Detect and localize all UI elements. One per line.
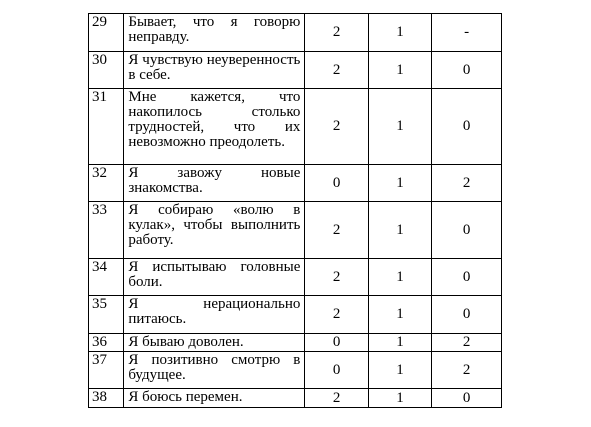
row-number: 36 (89, 334, 124, 352)
score-cell: 1 (368, 352, 431, 389)
score-cell: 2 (305, 14, 368, 52)
row-number: 37 (89, 352, 124, 389)
table-row (89, 89, 502, 165)
score-cell: 0 (432, 296, 502, 334)
row-number: 33 (89, 202, 124, 259)
table-row (89, 14, 502, 52)
row-number: 32 (89, 165, 124, 202)
row-number: 34 (89, 259, 124, 296)
survey-table-body (89, 14, 502, 408)
score-cell: 2 (305, 389, 368, 408)
score-cell: 2 (305, 89, 368, 165)
row-number: 30 (89, 52, 124, 89)
row-statement: Я бываю доволен. (124, 334, 305, 352)
survey-table (88, 13, 502, 408)
score-cell: 0 (305, 334, 368, 352)
score-cell: 1 (368, 165, 431, 202)
table-row (89, 389, 502, 408)
table-row (89, 334, 502, 352)
row-statement: Я завожу новые знакомства. (124, 165, 305, 202)
table-row (89, 52, 502, 89)
score-cell: 0 (432, 89, 502, 165)
score-cell: 2 (305, 52, 368, 89)
score-cell: 2 (305, 296, 368, 334)
score-cell: 1 (368, 296, 431, 334)
score-cell: 1 (368, 52, 431, 89)
row-statement: Я собираю «волю в кулак», чтобы выполнить работу. (124, 202, 305, 259)
score-cell: - (432, 14, 502, 52)
score-cell: 1 (368, 14, 431, 52)
table-row (89, 165, 502, 202)
table-row (89, 352, 502, 389)
score-cell: 0 (305, 165, 368, 202)
row-statement: Мне кажется, что накопилось столько трудностей, что их невозможно преодолеть. (124, 89, 305, 165)
score-cell: 0 (305, 352, 368, 389)
score-cell: 0 (432, 52, 502, 89)
table-row (89, 296, 502, 334)
score-cell: 1 (368, 202, 431, 259)
score-cell: 0 (432, 202, 502, 259)
score-cell: 2 (432, 352, 502, 389)
score-cell: 1 (368, 334, 431, 352)
table-row (89, 202, 502, 259)
row-statement: Я позитивно смотрю в будущее. (124, 352, 305, 389)
score-cell: 1 (368, 259, 431, 296)
score-cell: 0 (432, 259, 502, 296)
score-cell: 1 (368, 389, 431, 408)
row-statement: Я боюсь перемен. (124, 389, 305, 408)
row-statement: Я чувствую неуверенность в себе. (124, 52, 305, 89)
score-cell: 2 (305, 259, 368, 296)
score-cell: 2 (432, 165, 502, 202)
score-cell: 1 (368, 89, 431, 165)
row-number: 35 (89, 296, 124, 334)
row-statement: Бывает, что я говорю неправду. (124, 14, 305, 52)
score-cell: 2 (432, 334, 502, 352)
row-statement: Я испытываю головные боли. (124, 259, 305, 296)
row-number: 29 (89, 14, 124, 52)
score-cell: 2 (305, 202, 368, 259)
row-statement: Я нерационально питаюсь. (124, 296, 305, 334)
score-cell: 0 (432, 389, 502, 408)
row-number: 38 (89, 389, 124, 408)
row-number: 31 (89, 89, 124, 165)
table-row (89, 259, 502, 296)
